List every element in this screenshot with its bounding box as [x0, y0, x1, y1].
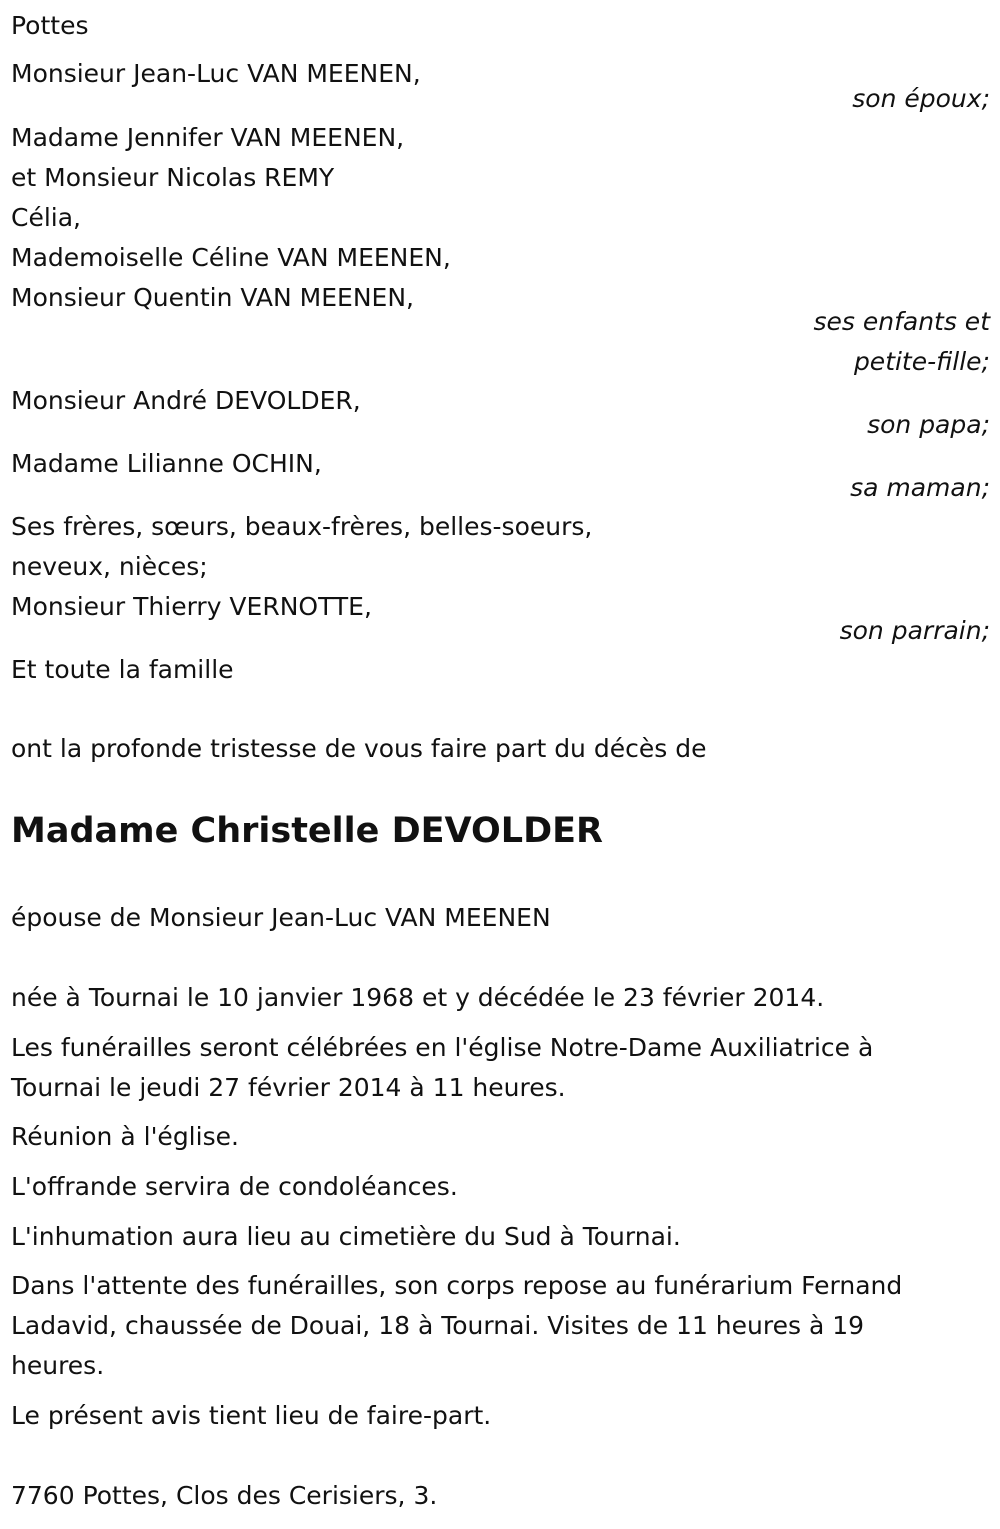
location-header: Pottes	[11, 11, 89, 40]
siblings-line1: Ses frères, sœurs, beaux-frères, belles-soeurs,	[11, 512, 593, 541]
child-name-3: Célia,	[11, 203, 81, 232]
announcement: ont la profonde tristesse de vous faire part du décès de	[11, 734, 707, 763]
funeral-line1: Les funérailles seront célébrées en l'église Notre-Dame Auxiliatrice à	[11, 1033, 874, 1062]
address: 7760 Pottes, Clos des Cerisiers, 3.	[11, 1481, 438, 1510]
children-role-line2: petite-fille;	[853, 347, 990, 376]
mother-name: Madame Lilianne OCHIN,	[11, 449, 322, 478]
child-name-1: Madame Jennifer VAN MEENEN,	[11, 123, 405, 152]
notice: Le présent avis tient lieu de faire-part.	[11, 1401, 492, 1430]
repose-line1: Dans l'attente des funérailles, son corps repose au funérarium Fernand	[11, 1271, 903, 1300]
child-name-4: Mademoiselle Céline VAN MEENEN,	[11, 243, 451, 272]
spouse-role: son époux;	[852, 84, 990, 113]
godfather-name: Monsieur Thierry VERNOTTE,	[11, 592, 372, 621]
child-name-2: et Monsieur Nicolas REMY	[11, 163, 335, 192]
spouse-of: épouse de Monsieur Jean-Luc VAN MEENEN	[11, 903, 551, 932]
offering: L'offrande servira de condoléances.	[11, 1172, 458, 1201]
father-role: son papa;	[867, 410, 990, 439]
spouse-name: Monsieur Jean-Luc VAN MEENEN,	[11, 59, 421, 88]
children-role-line1: ses enfants et	[813, 307, 990, 336]
repose-line2: Ladavid, chaussée de Douai, 18 à Tournai. Visites de 11 heures à 19	[11, 1311, 865, 1340]
meeting: Réunion à l'église.	[11, 1122, 239, 1151]
all-family: Et toute la famille	[11, 655, 234, 684]
father-name: Monsieur André DEVOLDER,	[11, 386, 361, 415]
mother-role: sa maman;	[850, 473, 990, 502]
burial: L'inhumation aura lieu au cimetière du Sud à Tournai.	[11, 1222, 681, 1251]
funeral-line2: Tournai le jeudi 27 février 2014 à 11 heures.	[11, 1073, 566, 1102]
godfather-role: son parrain;	[839, 616, 990, 645]
repose-line3: heures.	[11, 1351, 105, 1380]
child-name-5: Monsieur Quentin VAN MEENEN,	[11, 283, 414, 312]
deceased-name: Madame Christelle DEVOLDER	[11, 811, 603, 851]
siblings-line2: neveux, nièces;	[11, 552, 208, 581]
birth-death: née à Tournai le 10 janvier 1968 et y décédée le 23 février 2014.	[11, 983, 825, 1012]
